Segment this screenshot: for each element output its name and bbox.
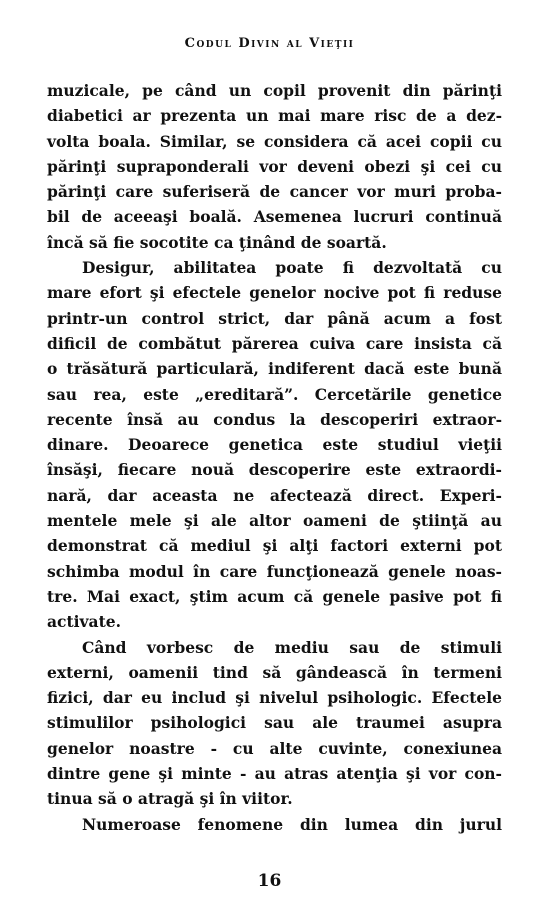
text-line: fizici, dar eu includ şi nivelul psihologic. Efectele: [47, 688, 502, 708]
text-line: demonstrat că mediul şi alţi factori externi pot: [47, 536, 502, 556]
paragraph: [47, 812, 502, 837]
text-line: mare efort şi efectele genelor nocive pot fi reduse: [47, 283, 502, 303]
text-line: tinua să o atragă şi în viitor.: [47, 789, 293, 809]
text-line: Numeroase fenomene din lumea din jurul: [82, 814, 502, 834]
text-line: încă să fie socotite ca ţinând de soartă.: [47, 232, 387, 252]
text-line: volta boala. Similar, se considera că acei copii cu: [47, 131, 502, 151]
text-line: recente însă au condus la descoperiri extraor-: [47, 409, 502, 429]
text-line: o trăsătură particulară, indiferent dacă este bună: [47, 359, 502, 379]
text-line: tre. Mai exact, ştim acum că genele pasive pot fi: [47, 586, 502, 606]
text-line: sau rea, este „ereditară”. Cercetările genetice: [47, 384, 502, 404]
text-line: dinare. Deoarece genetica este studiul vieţii: [47, 435, 502, 455]
body-text: [47, 78, 502, 837]
text-line: printr-un control strict, dar până acum a fost: [47, 308, 502, 328]
text-line: Când vorbesc de mediu sau de stimuli: [82, 637, 502, 657]
text-line: genelor noastre - cu alte cuvinte, conexiunea: [47, 738, 502, 758]
paragraph: [47, 255, 502, 634]
text-line: externi, oamenii tind să gândească în termeni: [47, 662, 502, 682]
page-number: 16: [257, 871, 282, 891]
paragraph: [47, 635, 502, 812]
text-line: însăşi, fiecare nouă descoperire este extraordi-: [47, 460, 502, 480]
text-line: muzicale, pe când un copil provenit din părinţi: [47, 81, 502, 100]
paragraph: [47, 78, 502, 255]
text-line: mentele mele şi ale altor oameni de ştiinţă au: [47, 511, 502, 531]
text-line: bil de aceeaşi boală. Asemenea lucruri continuă: [47, 207, 502, 227]
running-head: Codul Divin al Vieţii: [184, 36, 355, 51]
text-line: stimulilor psihologici sau ale traumei asupra: [47, 713, 502, 733]
text-line: Desigur, abilitatea poate fi dezvoltată cu: [82, 258, 502, 278]
text-line: nară, dar aceasta ne afectează direct. Experi-: [47, 485, 502, 505]
text-line: activate.: [47, 612, 121, 632]
text-line: dintre gene şi minte - au atras atenţia şi vor con-: [47, 764, 502, 784]
text-line: diabetici ar prezenta un mai mare risc de a dez-: [47, 106, 502, 126]
text-line: părinţi care suferiseră de cancer vor muri proba-: [47, 182, 502, 202]
text-line: părinţi supraponderali vor deveni obezi şi cei cu: [47, 156, 502, 176]
text-line: schimba modul în care funcţionează genele noas-: [47, 561, 502, 581]
text-line: dificil de combătut părerea cuiva care insista că: [47, 333, 502, 353]
